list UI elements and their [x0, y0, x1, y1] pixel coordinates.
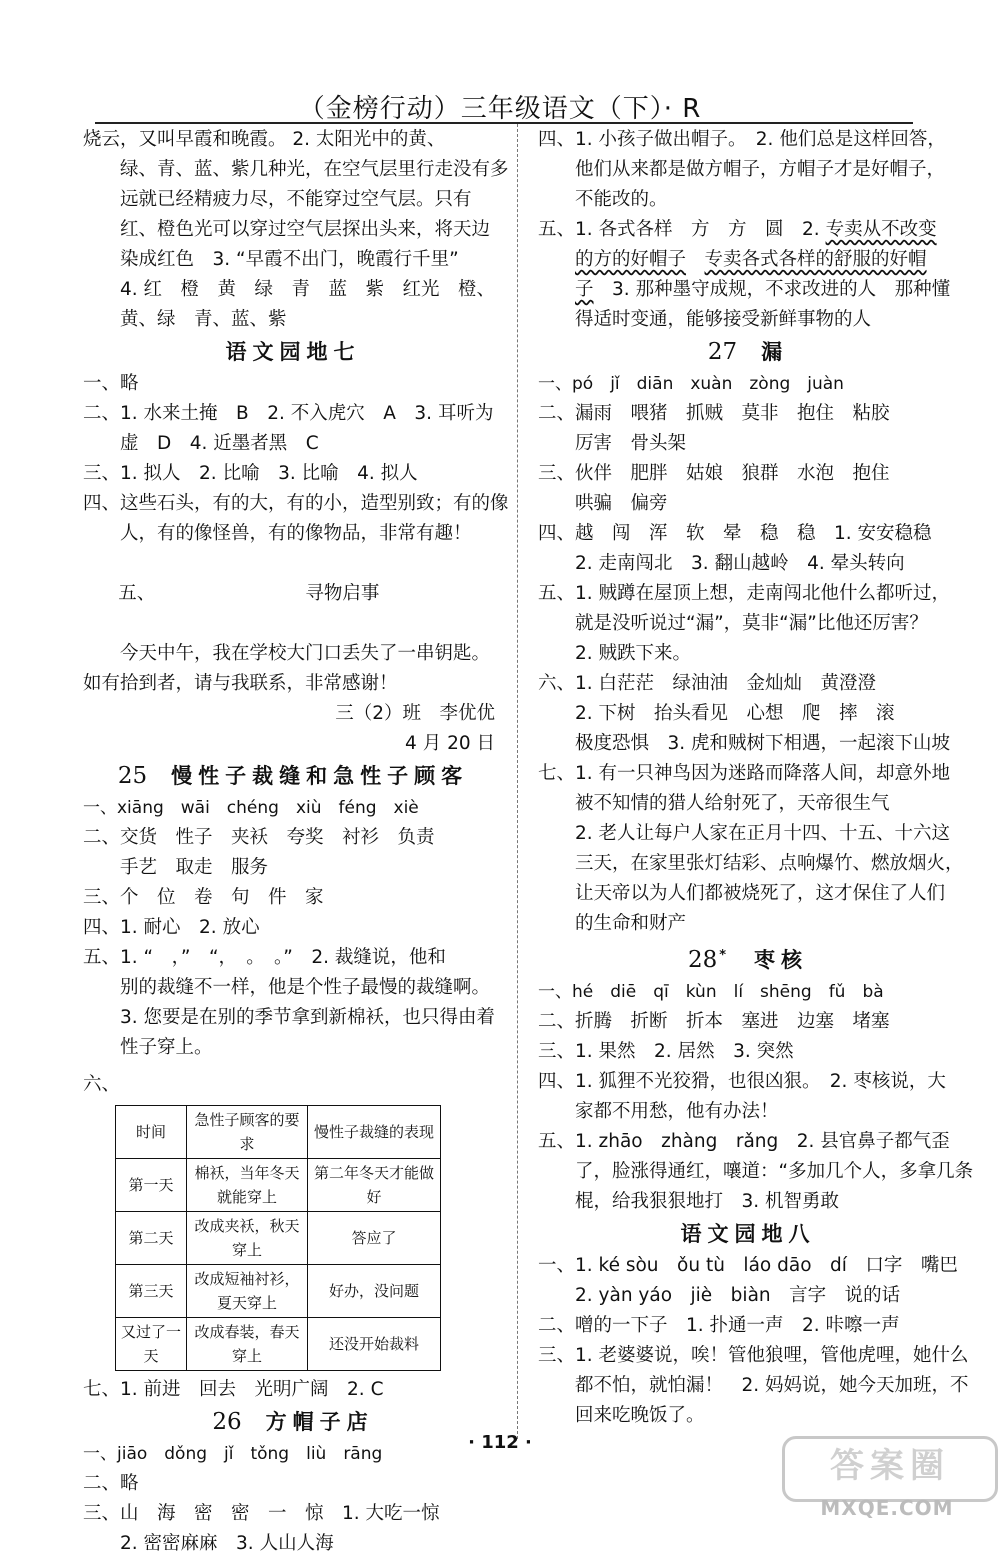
text-line: 极度恐惧 3. 虎和贼树下相遇，一起滚下山坡: [575, 733, 951, 754]
text-line: 虚 D 4. 近墨者黑 C: [120, 433, 319, 454]
watermark-url: MXQE.COM: [820, 1496, 954, 1520]
notice-date: 4 月 20 日: [405, 733, 495, 754]
text-line: 2. yàn yáo jiè biàn 言字 说的话: [575, 1285, 901, 1306]
text-line: 性子穿上。: [120, 1037, 213, 1058]
watermark-logo: 答案圈: [782, 1436, 998, 1502]
text-line: 六、1. 白茫茫 绿油油 金灿灿 黄澄澄: [538, 673, 877, 694]
text-line: [538, 215, 958, 245]
lesson-name: 慢性子裁缝和急性子顾客: [171, 764, 469, 788]
section-lesson-28: [538, 939, 974, 1217]
header-rule: [95, 122, 913, 124]
text-line: 四、1. 耐心 2. 放心: [83, 917, 260, 938]
text-line: 烧云，又叫早霞和晚霞。 2. 太阳光中的黄、: [83, 129, 446, 150]
lesson-title: [83, 759, 503, 793]
answer-table: [115, 1105, 441, 1371]
text-line: 都不怕，就怕漏！ 2. 妈妈说，她今天加班，不: [575, 1375, 969, 1396]
table-cell: 改成夹袄，秋天穿上: [187, 1212, 308, 1265]
text-segment: 五、1. 各式各样 方 方 圆 2.: [538, 219, 826, 240]
text-line: 三、1. 拟人 2. 比喻 3. 比喻 4. 拟人: [83, 463, 418, 484]
text-line: 四、1. 狐狸不光狡猾，也很凶狠。 2. 枣核说，大: [538, 1071, 946, 1092]
wavy-underlined-text: 子: [575, 279, 594, 300]
wavy-underlined-text: 专卖各式各样的舒服的好帽: [704, 249, 927, 270]
table-row: [116, 1159, 441, 1212]
text-line: 他们从来都是做方帽子，方帽子才是好帽子，: [575, 159, 946, 180]
text-line: 回来吃晚饭了。: [575, 1405, 705, 1426]
right-column: [538, 125, 974, 1431]
table-header-cell: 慢性子裁缝的表现: [308, 1106, 441, 1159]
text-line: 别的裁缝不一样，他是个性子最慢的裁缝啊。: [120, 977, 491, 998]
text-segment: 3. 那种墨守成规，不求改进的人 那种懂: [612, 279, 951, 300]
question-number: 五、: [118, 583, 156, 604]
pinyin-line: 一、jiāo dǒng jǐ tǒng liù rāng: [83, 1444, 383, 1464]
lesson-name: 漏: [761, 340, 789, 364]
text-line: 五、1. “ ，” “， 。 。” 2. 裁缝说，他和: [83, 947, 446, 968]
section-lesson-26-continued: [538, 125, 958, 335]
text-line: 的生命和财产: [575, 913, 687, 934]
text-line: 2. 下树 抬头看见 心想 爬 摔 滚: [575, 703, 895, 724]
text-line: 四、1. 小孩子做出帽子。 2. 他们总是这样回答，: [538, 129, 946, 150]
text-line: 二、1. 水来土掩 B 2. 不入虎穴 A 3. 耳听为: [83, 403, 494, 424]
table-header-cell: 急性子顾客的要求: [187, 1106, 308, 1159]
text-line: 三、1. 老婆婆说，唉！管他狼哩，管他虎哩，她什么: [538, 1345, 969, 1366]
table-cell: 第二天: [116, 1212, 187, 1265]
pinyin-line: 一、pó jǐ diān xuàn zòng juàn: [538, 374, 844, 394]
text-line: 三、个 位 卷 句 件 家: [83, 887, 324, 908]
lesson-title: [538, 939, 958, 977]
text-line: 六、: [83, 1074, 121, 1095]
pinyin-line: 一、hé diē qī kùn lí shēng fǔ bà: [538, 982, 884, 1002]
optional-lesson-star: *: [719, 948, 733, 963]
text-line: 手艺 取走 服务: [120, 857, 269, 878]
text-line: 四、这些石头，有的大，有的小，造型别致；有的像: [83, 493, 509, 514]
text-line: 被不知情的猎人给射死了，天帝很生气: [575, 793, 890, 814]
text-line: 2. 密密麻麻 3. 人山人海: [120, 1533, 334, 1554]
section-yuwen-yuandi-8: [538, 1217, 969, 1431]
text-line: 人，有的像怪兽，有的像物品，非常有趣！: [120, 523, 472, 544]
text-line: 三、伙伴 肥胖 姑娘 狼群 水泡 抱住: [538, 463, 890, 484]
text-line: 绿、青、蓝、紫几种光，在空气层里行走没有多: [120, 159, 509, 180]
table-cell: 答应了: [308, 1212, 441, 1265]
text-line: 2. 贼跌下来。: [575, 643, 692, 664]
text-line: 二、折腾 折断 折本 塞进 边塞 堵塞: [538, 1011, 890, 1032]
notice-title: 寻物启事: [305, 583, 380, 604]
lesson-title: [538, 335, 958, 369]
text-line: 2. 走南闯北 3. 翻山越岭 4. 晕头转向: [575, 553, 905, 574]
text-line: 七、1. 有一只神鸟因为迷路而降落人间，却意外地: [538, 763, 951, 784]
section-yuwen-yuandi-7: [83, 335, 509, 759]
text-line: 三天，在家里张灯结彩、点响爆竹、燃放烟火，: [575, 853, 964, 874]
pinyin-line: 一、xiāng wāi chéng xiù féng xiè: [83, 798, 419, 818]
table-cell: 还没开始裁料: [308, 1318, 441, 1371]
notice-heading: [83, 549, 503, 639]
text-line: 就是没听说过“漏”，莫非“漏”比他还厉害？: [575, 613, 928, 634]
text-line: 3. 您要是在别的季节拿到新棉袄，也只得由着: [120, 1007, 496, 1028]
table-cell: 第一天: [116, 1159, 187, 1212]
page-number: · 112 ·: [468, 1432, 532, 1453]
text-line: 七、1. 前进 回去 光明广阔 2. C: [83, 1379, 384, 1400]
notice-body-line: 今天中午，我在学校大门口丢失了一串钥匙。: [120, 643, 491, 664]
text-line: 不能改的。: [575, 189, 668, 210]
table-cell: 又过了一天: [116, 1318, 187, 1371]
table-cell: 改成春装，春天穿上: [187, 1318, 308, 1371]
text-line: 二、略: [83, 1473, 139, 1494]
wavy-underlined-text: 专卖从不改变: [825, 219, 937, 240]
section-lesson-27: [538, 335, 964, 939]
text-line: 得适时变通，能够接受新鲜事物的人: [575, 309, 872, 330]
text-line: 棍，给我狠狠地打 3. 机智勇敢: [575, 1191, 840, 1212]
table-cell: 好办，没问题: [308, 1265, 441, 1318]
page-header: （金榜行动）三年级语文（下）· R: [298, 94, 702, 124]
text-line: 四、越 闯 浑 软 晕 稳 稳 1. 安安稳稳: [538, 523, 932, 544]
table-cell: 第二年冬天才能做好: [308, 1159, 441, 1212]
table-row: [116, 1212, 441, 1265]
text-line: 2. 老人让每户人家在正月十四、十五、十六这: [575, 823, 951, 844]
table-cell: 改成短袖衬衫，夏天穿上: [187, 1265, 308, 1318]
text-line: 五、1. zhāo zhàng rǎng 2. 县官鼻子都气歪: [538, 1131, 950, 1152]
wavy-underlined-text: 的方的好帽子: [575, 249, 687, 270]
text-line: 三、1. 果然 2. 居然 3. 突然: [538, 1041, 794, 1062]
text-line: 二、交货 性子 夹袄 夸奖 衬衫 负责: [83, 827, 435, 848]
section-continued: [83, 125, 509, 335]
text-line: 染成红色 3. “早霞不出门，晚霞行千里”: [120, 249, 459, 270]
text-line: 三、山 海 密 密 一 惊 1. 大吃一惊: [83, 1503, 440, 1524]
text-line: 哄骗 偏旁: [575, 493, 668, 514]
text-line: 了，脸涨得通红，嚷道：“多加几个人，多拿几条: [575, 1161, 974, 1182]
text-line: 黄、绿 青、蓝、紫: [120, 309, 287, 330]
lesson-name: 方帽子店: [265, 1410, 374, 1434]
notice-body-line: 如有拾到者，请与我联系，非常感谢！: [83, 673, 398, 694]
text-line: 家都不用愁，他有办法！: [575, 1101, 779, 1122]
lesson-number: 26: [212, 1409, 242, 1435]
section-lesson-26: [83, 1405, 503, 1559]
section-lesson-25: [83, 759, 503, 1405]
text-line: 二、噌的一下子 1. 扑通一声 2. 咔嚓一声: [538, 1315, 900, 1336]
lesson-number: 25: [117, 763, 148, 789]
text-line: [538, 275, 958, 305]
text-line: 一、略: [83, 373, 139, 394]
column-divider: [517, 124, 518, 1439]
section-title: 语文园地八: [680, 1222, 816, 1246]
table-header-cell: 时间: [116, 1106, 187, 1159]
lesson-number: 27: [707, 339, 738, 365]
text-line: 厉害 骨头架: [575, 433, 687, 454]
text-line: 五、1. 贼蹲在屋顶上想，走南闯北他什么都听过，: [538, 583, 951, 604]
watermark: [782, 1436, 992, 1518]
table-row: [116, 1265, 441, 1318]
text-line: 一、1. ké sòu ǒu tù láo dāo dí 口字 嘴巴: [538, 1255, 958, 1276]
text-line: 红、橙色光可以穿过空气层探出头来，将天边: [120, 219, 491, 240]
table-cell: 第三天: [116, 1265, 187, 1318]
text-line: [538, 245, 958, 275]
table-row: [116, 1318, 441, 1371]
table-header-row: [116, 1106, 441, 1159]
lesson-name: 枣核: [754, 948, 809, 972]
text-line: 让天帝以为人们都被烧死了，这才保住了人们: [575, 883, 946, 904]
lesson-number: 28: [687, 947, 718, 973]
notice-signature: 三（2）班 李优优: [335, 703, 495, 724]
section-title: 语文园地七: [225, 340, 361, 364]
text-line: 远就已经精疲力尽，不能穿过空气层。只有: [120, 189, 472, 210]
text-line: 4. 红 橙 黄 绿 青 蓝 紫 红光 橙、: [120, 279, 496, 300]
table-cell: 棉袄，当年冬天就能穿上: [187, 1159, 308, 1212]
text-line: 二、漏雨 喂猪 抓贼 莫非 抱住 粘胶: [538, 403, 890, 424]
left-column: [83, 125, 509, 1559]
